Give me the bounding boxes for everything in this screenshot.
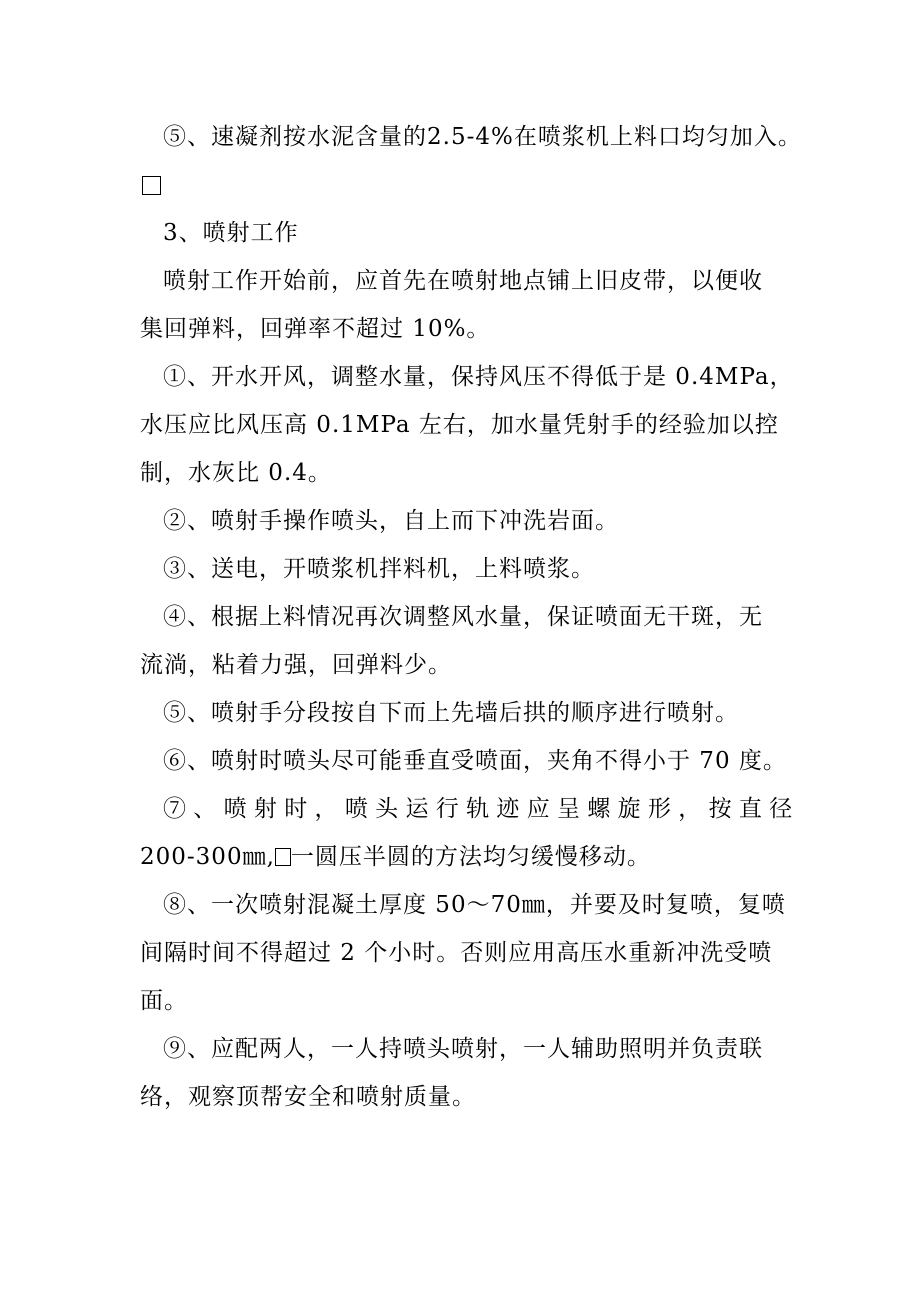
paragraph-line: ⑥、喷射时喷头尽可能垂直受喷面，夹角不得小于 70 度。 xyxy=(163,748,787,774)
line-segment: 一圆压半圆的方法均匀缓慢移动。 xyxy=(290,844,651,870)
line-segment: 200-300㎜, xyxy=(140,844,275,870)
paragraph-line: ⑨、应配两人，一人持喷头喷射，一人辅助照明并负责联 xyxy=(163,1036,763,1062)
paragraph-line: ⑤、速凝剂按水泥含量的2.5-4%在喷浆机上料口均匀加入。 xyxy=(163,124,802,150)
section-heading: 3、喷射工作 xyxy=(163,220,299,246)
paragraph-line: 制，水灰比 0.4。 xyxy=(140,460,332,486)
paragraph-line: 集回弹料，回弹率不超过 10%。 xyxy=(140,316,491,342)
paragraph-line: 面。 xyxy=(140,988,188,1014)
paragraph-line: 流淌，粘着力强，回弹料少。 xyxy=(140,652,452,678)
paragraph-line: 间隔时间不得超过 2 个小时。否则应用高压水重新冲洗受喷 xyxy=(140,940,773,966)
paragraph-line: ①、开水开风，调整水量，保持风压不得低于是 0.4MPa， xyxy=(163,364,794,390)
paragraph-line: ⑦ 、 喷 射 时 ， 喷 头 运 行 轨 迹 应 呈 螺 旋 形 ， 按 直 径 xyxy=(163,796,793,822)
placeholder-box-icon xyxy=(275,848,291,866)
paragraph-line: ⑧、一次喷射混凝土厚度 50～70㎜，并要及时复喷，复喷 xyxy=(163,892,786,918)
paragraph-line: ③、送电，开喷浆机拌料机，上料喷浆。 xyxy=(163,556,595,582)
paragraph-line: ②、喷射手操作喷头，自上而下冲洗岩面。 xyxy=(163,508,619,534)
paragraph-line: 络，观察顶帮安全和喷射质量。 xyxy=(140,1084,476,1110)
paragraph-line: 喷射工作开始前，应首先在喷射地点铺上旧皮带，以便收 xyxy=(163,268,763,294)
paragraph-line xyxy=(140,842,651,872)
paragraph-line: ⑤、喷射手分段按自下而上先墙后拱的顺序进行喷射。 xyxy=(163,700,739,726)
placeholder-box-icon xyxy=(142,176,161,195)
paragraph-line: ④、根据上料情况再次调整风水量，保证喷面无干斑，无 xyxy=(163,604,763,630)
paragraph-line: 水压应比风压高 0.1MPa 左右，加水量凭射手的经验加以控 xyxy=(140,412,779,438)
